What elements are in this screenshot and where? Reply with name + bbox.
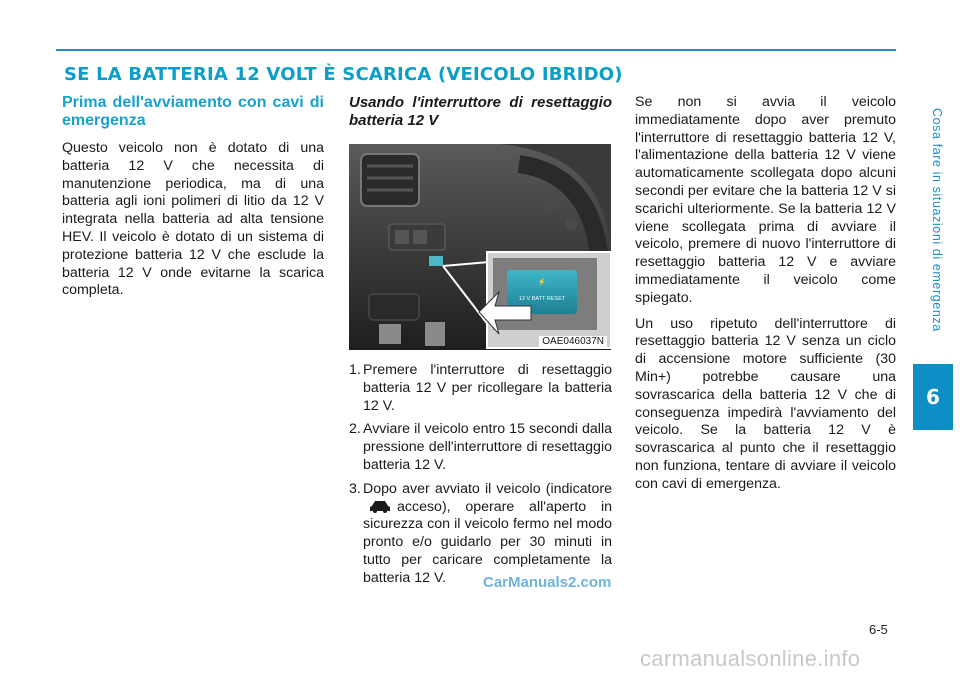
section-title: Cosa fare in situazioni di emergenza bbox=[930, 108, 944, 332]
step-number: 1. bbox=[349, 362, 361, 378]
footer-watermark: carmanualsonline.info bbox=[640, 646, 861, 671]
section-heading: Prima dell'avviamento con cavi di emergenza bbox=[62, 94, 324, 129]
page-title: SE LA BATTERIA 12 VOLT È SCARICA (VEICOLO IBRIDO) bbox=[64, 64, 623, 85]
paragraph: Se non si avvia il veicolo immediatamente dopo aver premuto l'interruttore di resettaggio batteria 12 V, l'alimentazione della batteria 12 V viene automaticamente scollegata dopo alcuni secondi per evitare che la batteria 12 V si scarichi ulteriormente. Se la batteria 12 V viene scollegata prima di avviare il veicolo, premere di nuovo l'interruttore di resettaggio batteria 12 V e avviare immediatamente il veicolo come spiegato. bbox=[635, 94, 896, 306]
column-2 bbox=[349, 94, 612, 594]
page-number: 6-5 bbox=[869, 622, 888, 637]
chapter-tab[interactable]: 6 bbox=[913, 364, 953, 430]
list-item bbox=[349, 481, 612, 588]
svg-text:⚡: ⚡ bbox=[537, 279, 547, 286]
step-text: Avviare il veicolo entro 15 secondi dalla pressione dell'interruttore di resettaggio batteria 12 V. bbox=[363, 421, 612, 473]
column-1 bbox=[62, 94, 324, 308]
step-text-before: Dopo aver avviato il veicolo (indicatore bbox=[363, 480, 612, 497]
figure-button-label: 12 V BATT RESET bbox=[518, 296, 566, 302]
list-item bbox=[349, 421, 612, 474]
column-3 bbox=[635, 94, 896, 502]
figure-code: OAE046037N bbox=[539, 336, 607, 348]
step-text-after: acceso), operare all'aperto in sicurezza con il veicolo fermo nel modo pronto e/o guidarlo per 30 minuti in tutto per caricare completamente la batteria 12 V. bbox=[363, 498, 612, 586]
dashboard-illustration bbox=[349, 144, 611, 350]
step-number: 3. bbox=[349, 480, 361, 497]
section-heading: Usando l'interruttore di resettaggio batteria 12 V bbox=[349, 94, 612, 129]
watermark-link[interactable]: CarManuals2.com bbox=[483, 574, 612, 591]
top-rule bbox=[56, 49, 896, 51]
paragraph: Un uso ripetuto dell'interruttore di resettaggio batteria 12 V senza un ciclo di accensione motore sufficiente (30 Min+) potrebbe causare una sovrascarica della batteria 12 V che di conseguenza impedirà l'avviamento del veicolo. Se la batteria 12 V è sovrascarica al punto che il resettaggio non funziona, tentare di avviare il veicolo con cavi di emergenza. bbox=[635, 315, 896, 492]
step-text bbox=[363, 481, 612, 588]
ready-car-icon bbox=[369, 499, 391, 513]
reset-switch-figure bbox=[349, 144, 611, 350]
list-item bbox=[349, 362, 612, 415]
step-text: Premere l'interruttore di resettaggio batteria 12 V per ricollegare la batteria 12 V. bbox=[363, 362, 612, 414]
paragraph: Questo veicolo non è dotato di una batteria 12 V che necessita di manutenzione periodica, ma di una batteria agli ioni polimeri di litio da 12 V integrata nella batteria ad alta tensione HEV. Il veicolo è dotato di un sistema di protezione batteria 12 V che esclude la batteria 12 V onde evitarne la scarica completa. bbox=[62, 140, 324, 299]
step-number: 2. bbox=[349, 421, 361, 438]
steps-list bbox=[349, 362, 612, 588]
